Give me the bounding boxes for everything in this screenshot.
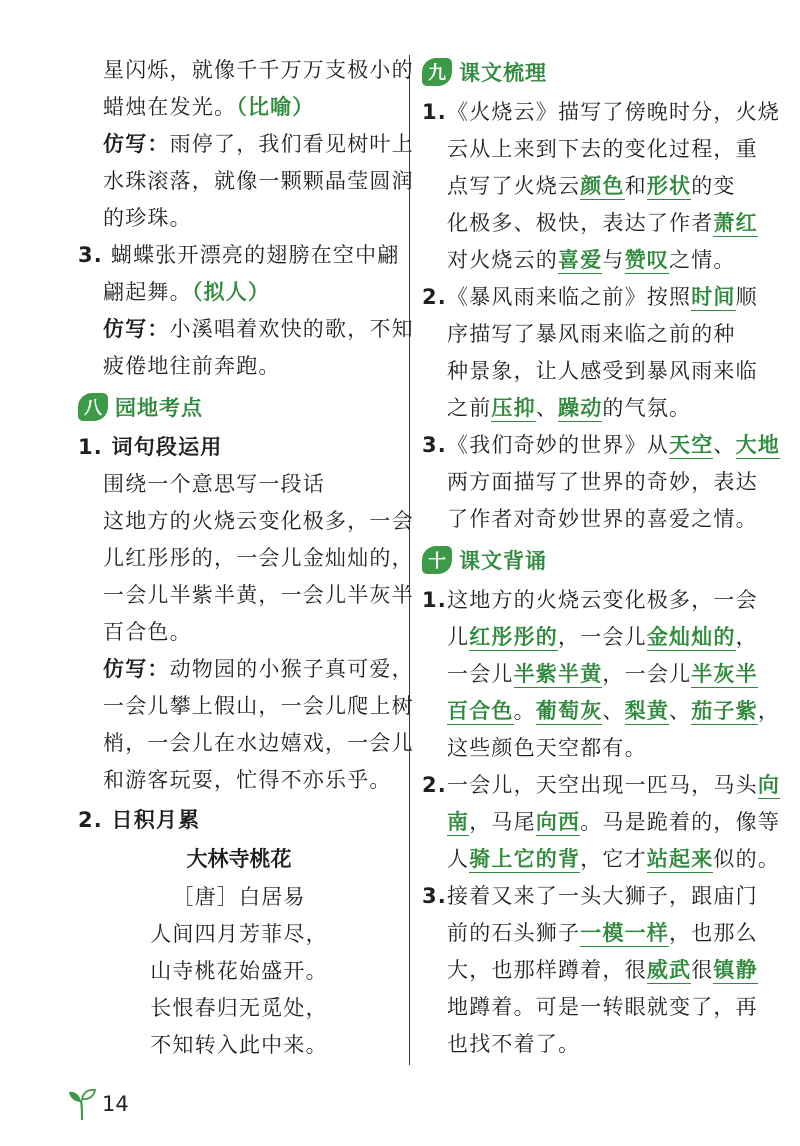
- subsection-title: 2. 日积月累: [78, 808, 201, 832]
- text-line: 儿红彤彤的，一会儿金灿灿的，: [103, 546, 414, 570]
- text-line: 这些颜色天空都有。: [447, 736, 647, 760]
- poem-line: 不知转入此中来。: [150, 1033, 328, 1057]
- answer-fill: 梨黄: [624, 699, 670, 723]
- text-line: 也找不着了。: [447, 1032, 581, 1056]
- answer-fill: 天空: [669, 433, 714, 457]
- answer-fill: 骑上它的背: [469, 847, 581, 871]
- answer-fill: 站起来: [646, 847, 714, 871]
- answer-fill: 威武: [646, 958, 692, 982]
- section-header-10: [422, 540, 747, 580]
- section-title: 园地考点: [115, 396, 203, 420]
- text-line: 2.一会儿，天空出现一匹马，马头向: [422, 773, 781, 797]
- annotation-simile: （比喻）: [236, 95, 315, 119]
- text-line: 1.《火烧云》描写了傍晚时分，火烧: [422, 100, 780, 124]
- text-line: 化极多、极快，表达了作者萧红: [447, 211, 758, 235]
- answer-fill: 形状: [646, 174, 692, 198]
- imitation-label: 仿写：: [103, 657, 170, 681]
- answer-fill: 喜爱: [558, 248, 603, 272]
- answer-fill: 向西: [535, 810, 581, 834]
- text-line: 南，马尾向西。马是跪着的，像等: [447, 810, 781, 834]
- text-line: 蜡烛在发光。（比喻）: [103, 95, 315, 119]
- answer-fill: 红彤彤的: [469, 625, 559, 649]
- answer-fill: 颜色: [580, 174, 625, 198]
- text-line: 一会儿半紫半黄，一会儿半灰半: [447, 662, 758, 686]
- section-title: 课文梳理: [459, 61, 547, 85]
- answer-fill: 半紫半黄: [513, 662, 603, 686]
- answer-fill: 半灰半: [691, 662, 758, 686]
- sprout-icon: [66, 1086, 98, 1122]
- text-line: 仿写：动物园的小猴子真可爱，: [103, 657, 414, 681]
- text-line: 和游客玩耍，忙得不亦乐乎。: [103, 768, 392, 792]
- text-line: 儿红彤彤的，一会儿金灿灿的，: [447, 625, 758, 649]
- poem-line: 人间四月芳菲尽，: [150, 922, 328, 946]
- text-line: 两方面描写了世界的奇妙，表达: [447, 470, 758, 494]
- answer-fill: 南: [447, 810, 470, 834]
- text-line: 一会儿攀上假山，一会儿爬上树: [103, 694, 414, 718]
- text-line: 序描写了暴风雨来临之前的种: [447, 322, 736, 346]
- page-footer: [66, 1086, 129, 1122]
- text-line: 百合色。葡萄灰、梨黄、茄子紫，: [447, 699, 781, 723]
- section-badge: 八: [78, 393, 108, 421]
- page-number: 14: [102, 1092, 129, 1116]
- text-line: 梢，一会儿在水边嬉戏，一会儿: [103, 731, 414, 755]
- text-line: 地蹲着。可是一转眼就变了，再: [447, 995, 758, 1019]
- answer-fill: 向: [757, 773, 781, 797]
- text-line: 翩起舞。（拟人）: [103, 280, 271, 304]
- text-line: 3.《我们奇妙的世界》从天空、大地: [422, 433, 781, 457]
- answer-fill: 百合色: [447, 699, 514, 723]
- answer-fill: 时间: [691, 285, 736, 309]
- text-line: 一会儿半紫半黄，一会儿半灰半: [103, 583, 414, 607]
- text-line: 3. 蝴蝶张开漂亮的翅膀在空中翩: [78, 243, 400, 267]
- text-line: 1.这地方的火烧云变化极多，一会: [422, 588, 758, 612]
- text-line: 对火烧云的喜爱与赞叹之情。: [447, 248, 736, 272]
- answer-fill: 茄子紫: [691, 699, 758, 723]
- text-line: 这地方的火烧云变化极多，一会: [103, 509, 414, 533]
- text-line: 点写了火烧云颜色和形状的变: [447, 174, 736, 198]
- answer-fill: 萧红: [713, 211, 758, 235]
- imitation-label: 仿写：: [103, 317, 170, 341]
- text-line: 人骑上它的背，它才站起来似的。: [447, 847, 781, 871]
- text-line: 大，也那样蹲着，很威武很镇静: [447, 958, 758, 982]
- text-line: 前的石头狮子一模一样，也那么: [447, 921, 758, 945]
- answer-fill: 躁动: [558, 396, 603, 420]
- annotation-personification: （拟人）: [191, 280, 271, 304]
- text-line: 云从上来到下去的变化过程，重: [447, 137, 758, 161]
- answer-fill: 金灿灿的: [646, 625, 736, 649]
- poem-line: 山寺桃花始盛开。: [150, 959, 328, 983]
- poem-author: ［唐］白居易: [172, 885, 306, 909]
- text-line: 水珠滚落，就像一颗颗晶莹圆润: [103, 169, 414, 193]
- right-column: [422, 52, 781, 1063]
- text-line: 百合色。: [103, 620, 192, 644]
- section-badge: 九: [422, 58, 452, 86]
- text-line: 之前压抑、躁动的气氛。: [447, 396, 692, 420]
- answer-fill: 大地: [735, 433, 781, 457]
- text-line: 围绕一个意思写一段话: [103, 472, 325, 496]
- text-line: 仿写：小溪唱着欢快的歌，不知: [103, 317, 414, 341]
- section-badge: 十: [422, 546, 452, 574]
- section-header-9: [422, 52, 747, 92]
- text-line: 仿写：雨停了，我们看见树叶上: [103, 132, 414, 156]
- subsection-title: 1. 词句段运用: [78, 435, 223, 459]
- section-header-8: [78, 387, 400, 427]
- text-line: 了作者对奇妙世界的喜爱之情。: [447, 507, 758, 531]
- poem-title: 大林寺桃花: [186, 847, 292, 871]
- answer-fill: 压抑: [491, 396, 536, 420]
- answer-fill: 一模一样: [580, 921, 670, 945]
- text-line: 3.接着又来了一头大狮子，跟庙门: [422, 884, 758, 908]
- item-number: 3.: [78, 243, 103, 267]
- text-line: 星闪烁，就像千千万万支极小的: [103, 58, 414, 82]
- section-title: 课文背诵: [459, 549, 547, 573]
- text-line: 疲倦地往前奔跑。: [103, 354, 281, 378]
- text-line: 种景象，让人感受到暴风雨来临: [447, 359, 758, 383]
- text-line: 的珍珠。: [103, 206, 192, 230]
- answer-fill: 赞叹: [624, 248, 670, 272]
- text-line: 2.《暴风雨来临之前》按照时间顺: [422, 285, 758, 309]
- answer-fill: 镇静: [713, 958, 758, 982]
- poem-line: 长恨春归无觅处，: [150, 996, 328, 1020]
- answer-fill: 葡萄灰: [535, 699, 603, 723]
- imitation-label: 仿写：: [103, 132, 170, 156]
- left-column: [78, 52, 414, 1064]
